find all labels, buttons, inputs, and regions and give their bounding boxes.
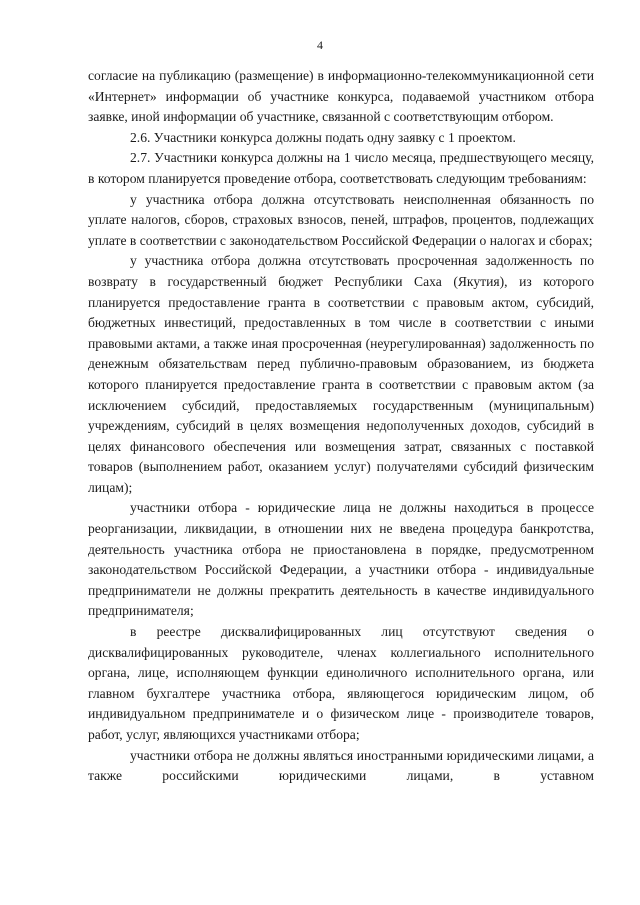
paragraph-overdue-debt: у участника отбора должна отсутствовать просроченная задолженность по возврату в государственный бюджет Республики Саха (Якутия), из которого планируется предоставление гранта в соответствии с правовым актом, субсидий, бюджетных инвестиций, предоставленных в том числе в соответствии с иными правовыми актами, а также иная просроченная (неурегулированная) задолженность по денежным обязательствам перед публично-правовым образованием, из бюджета которого планируется предоставление гранта в соответствии с правовым актом (за исключением субсидий, предоставляемых государственным (муниципальным) учреждениям, субсидий в целях возмещения недополученных доходов, субсидий в целях финансового обеспечения или возмещения затрат, связанных с поставкой товаров (выполнением работ, оказанием услуг) получателями субсидий физическим лицам);	[88, 253, 594, 495]
paragraph-foreign-entities: участники отбора не должны являться иностранными юридическими лицами, а также российскими юридическими лицами, в уставном	[88, 747, 594, 784]
page-number: 4	[317, 38, 323, 52]
paragraph-reorganization: участники отбора - юридические лица не должны находиться в процессе реорганизации, ликвидации, в отношении них не введена процедура банкротства, деятельность участника отбора не приостановлена в порядке, предусмотренном законодательством Российской Федерации, а участники отбора - индивидуальные предприниматели не должны прекратить деятельность в качестве индивидуального предпринимателя;	[88, 500, 594, 619]
paragraph-2-6: 2.6. Участники конкурса должны подать одну заявку с 1 проектом.	[130, 129, 516, 145]
paragraph-disqualified-registry: в реестре дисквалифицированных лиц отсутствуют сведения о дисквалифицированных руководителе, членах коллегиального исполнительного органа, лице, исполняющем функции единоличного исполнительного органа, или главном бухгалтере участника отбора, являющегося юридическим лицом, об индивидуальном предпринимателе и о физическом лице - производителе товаров, работ, услуг, являющихся участниками отбора;	[88, 624, 594, 742]
paragraph-2-7: 2.7. Участники конкурса должны на 1 число месяца, предшествующего месяцу, в котором планируется проведение отбора, соответствовать следующим требованиям:	[88, 150, 594, 186]
paragraph-tax-obligations: у участника отбора должна отсутствовать неисполненная обязанность по уплате налогов, сборов, страховых взносов, пеней, штрафов, процентов, подлежащих уплате в соответствии с законодательством Российской Федерации о налогах и сборах;	[88, 191, 594, 248]
document-body	[88, 66, 594, 787]
paragraph-consent: согласие на публикацию (размещение) в информационно-телекоммуникационной сети «Интернет» информации об участнике конкурса, подаваемой участником отбора заявке, иной информации об участнике, связанной с соответствующим отбором.	[88, 68, 594, 125]
